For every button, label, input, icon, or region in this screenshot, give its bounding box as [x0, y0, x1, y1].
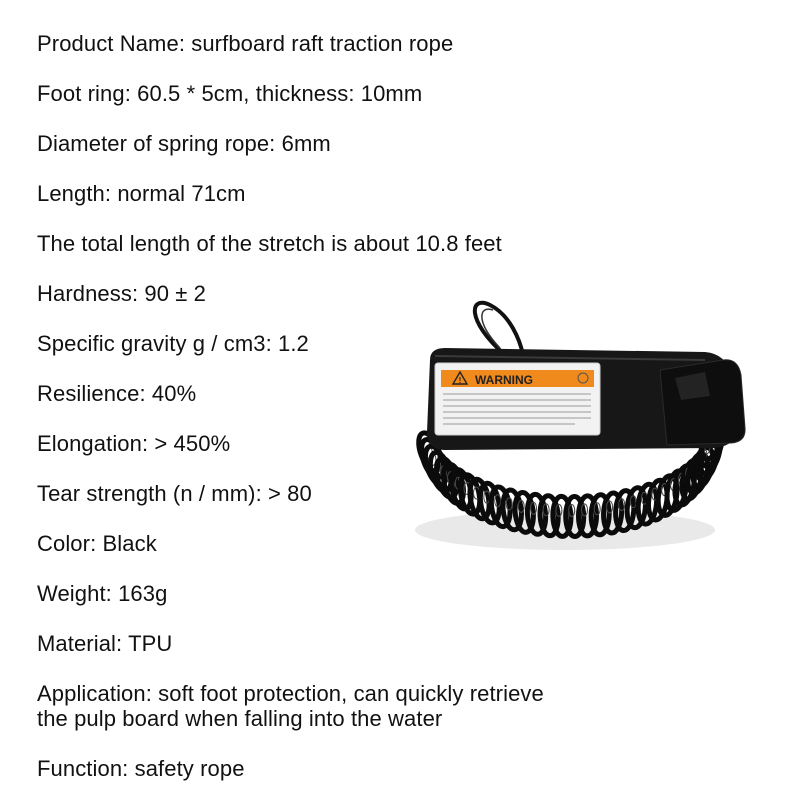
- spec-hardness: Hardness: 90 ± 2: [37, 281, 206, 306]
- spec-stretch-length: The total length of the stretch is about 10.8 feet: [37, 231, 502, 256]
- spec-foot-ring: Foot ring: 60.5 * 5cm, thickness: 10mm: [37, 81, 423, 106]
- spec-application-line1: Application: soft foot protection, can quickly retrieve: [37, 681, 544, 706]
- spec-application-line2: the pulp board when falling into the water: [37, 706, 443, 731]
- spec-resilience: Resilience: 40%: [37, 381, 197, 406]
- spec-color: Color: Black: [37, 531, 157, 556]
- spec-specific-gravity: Specific gravity g / cm3: 1.2: [37, 331, 309, 356]
- spec-weight: Weight: 163g: [37, 581, 168, 606]
- spec-material: Material: TPU: [37, 631, 173, 656]
- spec-function: Function: safety rope: [37, 756, 245, 781]
- svg-text:!: !: [458, 376, 462, 385]
- spec-tear-strength: Tear strength (n / mm): > 80: [37, 481, 312, 506]
- spec-rope-diameter: Diameter of spring rope: 6mm: [37, 131, 331, 156]
- warning-label-text: WARNING: [475, 373, 533, 387]
- spec-elongation: Elongation: > 450%: [37, 431, 231, 456]
- warning-label: [435, 363, 600, 435]
- spec-length: Length: normal 71cm: [37, 181, 246, 206]
- spec-product-name: Product Name: surfboard raft traction rope: [37, 31, 454, 56]
- product-photo: [405, 300, 750, 560]
